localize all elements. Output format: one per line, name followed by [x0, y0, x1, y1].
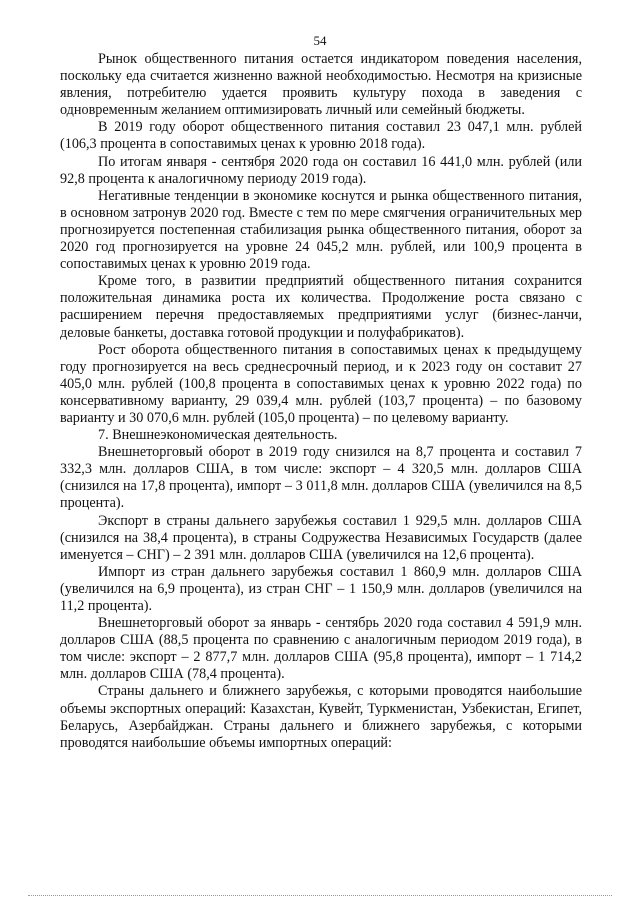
paragraph-trade-partners: Страны дальнего и ближнего зарубежья, с которыми проводятся наибольшие объемы экспортных операций: Казахстан, Кувейт, Туркменистан, Узбекистан, Египет, Беларусь, Азербайджан. Страны дальнего и ближнего зарубежья, с которыми проводятся наибольшие объемы импортных операций:	[60, 683, 582, 751]
paragraph-turnover-2019: В 2019 году оборот общественного питания составил 23 047,1 млн. рублей (106,3 процента в сопоставимых ценах к уровню 2018 года).	[60, 119, 582, 153]
paragraph-turnover-forecast: Рост оборота общественного питания в сопоставимых ценах к предыдущему году прогнозируется на весь среднесрочный период, и к 2023 году он составит 27 405,0 млн. рублей (100,8 процента в сопоставимых ценах к уровню 2022 года) по консервативному варианту, 29 039,4 млн. рублей (103,7 процента) – по базовому варианту и 30 070,6 млн. рублей (105,0 процента) – по целевому варианту.	[60, 341, 582, 426]
paragraph-turnover-jan-sep-2020: По итогам января - сентября 2020 года он составил 16 441,0 млн. рублей (или 92,8 процента к аналогичному периоду 2019 года).	[60, 153, 582, 187]
scan-edge-artifact	[28, 895, 612, 897]
paragraph-import-sources: Импорт из стран дальнего зарубежья составил 1 860,9 млн. долларов США (увеличился на 6,9 процента), из стран СНГ – 1 150,9 млн. долларов (увеличился на 11,2 процента).	[60, 563, 582, 614]
section-heading-foreign-trade: 7. Внешнеэкономическая деятельность.	[98, 427, 338, 444]
document-body	[60, 51, 582, 752]
paragraph-enterprise-growth: Кроме того, в развитии предприятий общественного питания сохранится положительная динамика роста их количества. Продолжение роста связано с расширением перечня предоставляемых предприятиями услуг (бизнес-ланчи, деловые банкеты, доставка готовой продукции и полуфабрикатов).	[60, 273, 582, 341]
paragraph-export-destinations: Экспорт в страны дальнего зарубежья составил 1 929,5 млн. долларов США (снизился на 38,4 процента), в страны Содружества Независимых Государств (далее именуется – СНГ) – 2 391 млн. долларов США (увеличился на 12,6 процента).	[60, 512, 582, 563]
paragraph-foreign-trade-2020: Внешнеторговый оборот за январь - сентябрь 2020 года составил 4 591,9 млн. долларов США (88,5 процента по сравнению с аналогичным периодом 2019 года), в том числе: экспорт – 2 877,7 млн. долларов США (95,8 процента), импорт – 1 714,2 млн. долларов США (78,4 процента).	[60, 615, 582, 683]
page-number: 54	[313, 33, 327, 48]
paragraph-catering-market: Рынок общественного питания остается индикатором поведения населения, поскольку еда считается жизненно важной необходимостью. Несмотря на кризисные явления, потребителю удается проявить культуру похода в заведения с одновременным желанием оптимизировать личный или семейный бюджеты.	[60, 51, 582, 119]
paragraph-negative-trends: Негативные тенденции в экономике коснутся и рынка общественного питания, в основном затронув 2020 год. Вместе с тем по мере смягчения ограничительных мер прогнозируется постепенная стабилизация рынка общественного питания, оборот за 2020 год прогнозируется на уровне 24 045,2 млн. рублей, или 100,9 процента в сопоставимых ценах к уровню 2019 года.	[60, 187, 582, 273]
paragraph-foreign-trade-2019: Внешнеторговый оборот в 2019 году снизился на 8,7 процента и составил 7 332,3 млн. долларов США, в том числе: экспорт – 4 320,5 млн. долларов США (снизился на 17,8 процента), импорт – 3 011,8 млн. долларов США (увеличился на 8,5 процента).	[60, 444, 582, 512]
